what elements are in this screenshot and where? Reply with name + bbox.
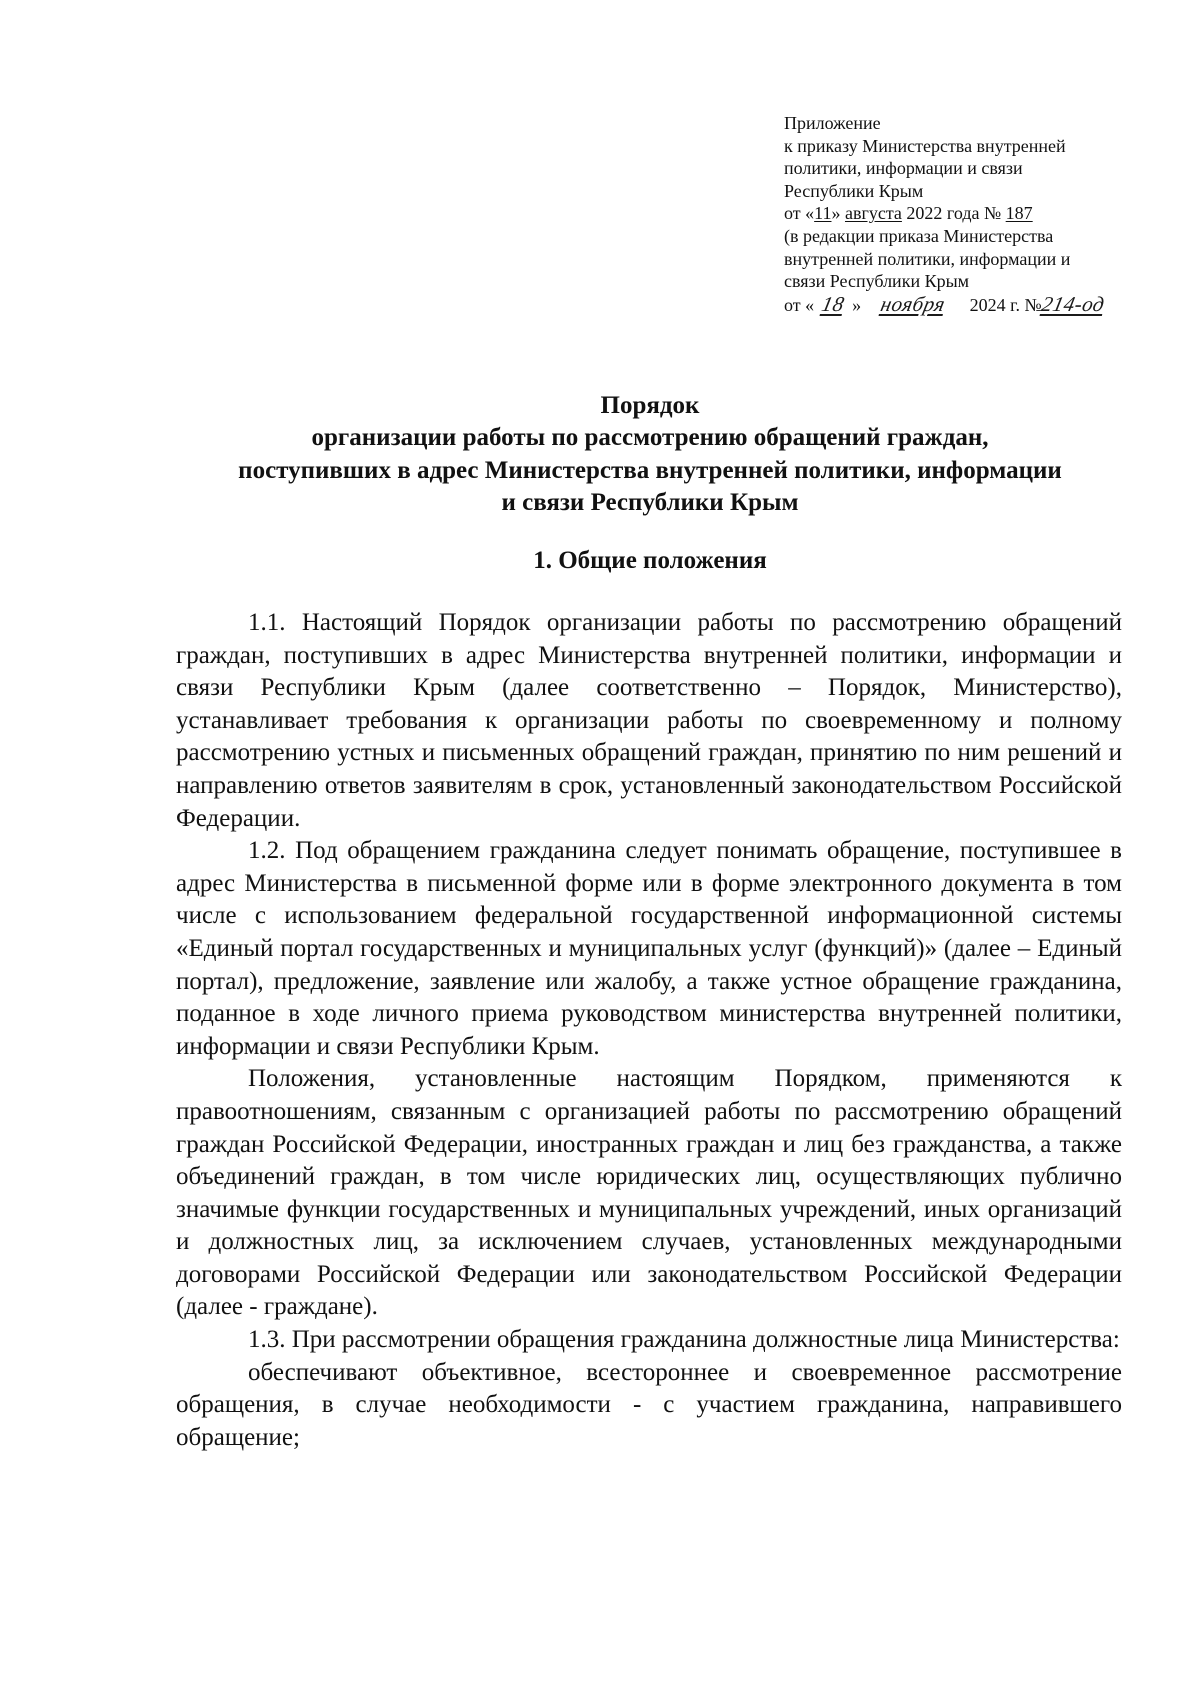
edition-date-line [784, 293, 1124, 317]
order-date-line [784, 202, 1124, 225]
edition-line: связи Республики Крым [784, 271, 970, 292]
appendix-block [784, 112, 1124, 316]
appendix-title: Приложение [784, 113, 881, 133]
paragraph-1-2: 1.2. Под обращением гражданина следует понимать обращение, поступившее в адрес Министерства в письменной форме или в форме электронного документа в том числе с использованием федеральной государственной информационной системы «Единый портал государственных и муниципальных услуг (функций)» (далее – Единый портал), предложение, заявление или жалобу, а также устное обращение гражданина, поданное в ходе личного приема руководством министерства внутренней политики, информации и связи Республики Крым. [176, 837, 1122, 1060]
section-heading: 1. Общие положения [533, 547, 767, 574]
order-year: 2022 года № [901, 203, 1006, 224]
order-mid: » [831, 203, 845, 224]
paragraph-provisions: Положения, установленные настоящим Порядком, применяются к правоотношениям, связанным с организацией работы по рассмотрению обращений граждан Российской Федерации, иностранных граждан и лиц без гражданства, а также объединений граждан, в том числе юридических лиц, осуществляющих публично значимые функции государственных и муниципальных учреждений, иных организаций и должностных лиц, за исключением случаев, установленных международными договорами Российской Федерации или законодательством Российской Федерации (далее - граждане). [176, 1065, 1122, 1321]
document-title [150, 390, 1150, 520]
paragraph-1-1: 1.1. Настоящий Порядок организации работы по рассмотрению обращений граждан, поступивших в адрес Министерства внутренней политики, информации и связи Республики Крым (далее соответственно – Порядок, Министерство), устанавливает требования к организации работы по своевременному и полному рассмотрению устных и письменных обращений граждан, принятию по ним решений и направлению ответов заявителям в срок, установленный законодательством Российской Федерации. [176, 609, 1122, 832]
order-month: августа [844, 203, 902, 224]
appendix-line: к приказу Министерства внутренней [784, 135, 1066, 156]
edition-mid: » [852, 294, 862, 315]
paragraph-obligation: обеспечивают объективное, всестороннее и своевременное рассмотрение обращения, в случае необходимости - с участием гражданина, направившего обращение; [176, 1358, 1122, 1451]
edition-number-handwritten: 214-од [1039, 291, 1107, 316]
order-day: 11 [814, 203, 832, 224]
edition-line: внутренней политики, информации и [784, 248, 1071, 269]
appendix-line: политики, информации и связи [784, 158, 1023, 179]
edition-year: 2024 г. № [965, 294, 1042, 315]
edition-prefix: от « [784, 294, 815, 315]
title-line: и связи Республики Крым [501, 489, 799, 517]
title-line: организации работы по рассмотрению обращений граждан, [311, 424, 989, 452]
order-number: 187 [1005, 203, 1033, 224]
paragraph-1-3: 1.3. При рассмотрении обращения гражданина должностные лица Министерства: [248, 1326, 1120, 1354]
appendix-line: Республики Крым [784, 180, 924, 201]
edition-month-handwritten: ноября [878, 291, 948, 316]
title-line: поступивших в адрес Министерства внутренней политики, информации [238, 456, 1062, 484]
edition-line: (в редакции приказа Министерства [784, 225, 1054, 246]
order-prefix: от « [784, 203, 815, 224]
edition-day-handwritten: 18 [819, 291, 847, 316]
document-body [176, 607, 1122, 1454]
title-line: Порядок [600, 392, 700, 419]
